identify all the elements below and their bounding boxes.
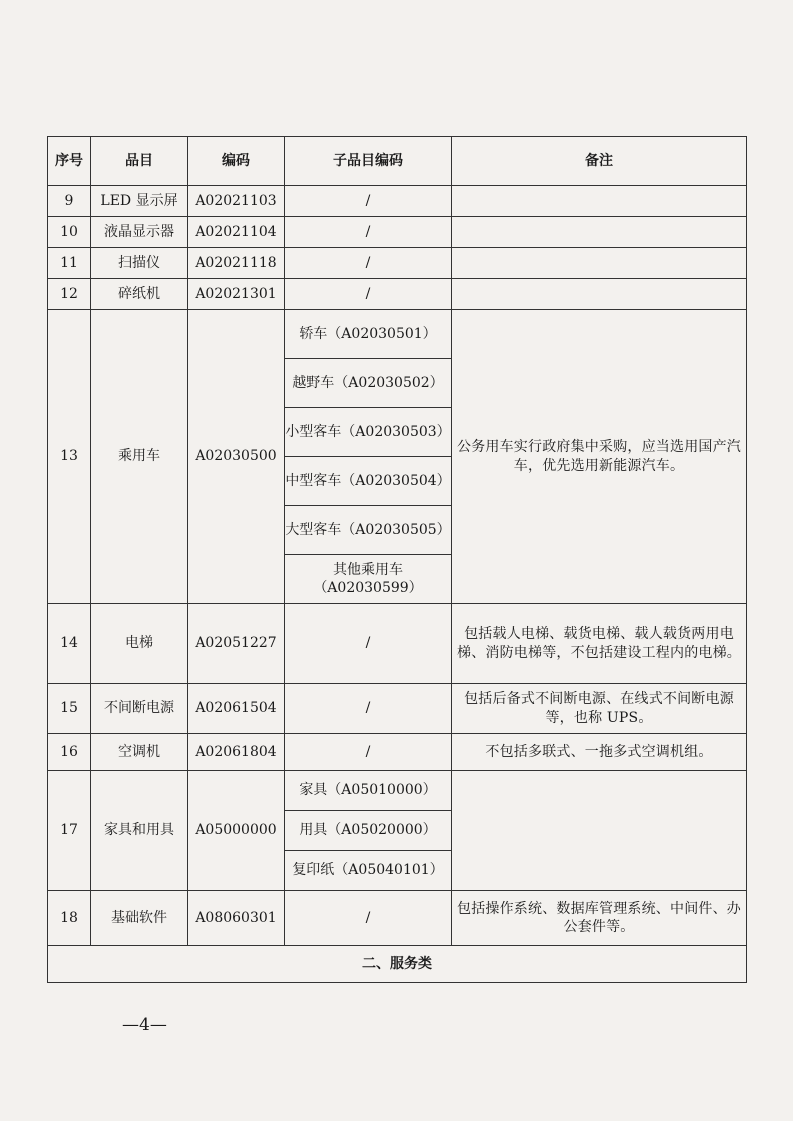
sub-item: 复印纸（A05040101） (285, 851, 452, 891)
row-sub-code: / (285, 248, 452, 279)
row-remark: 包括后备式不间断电源、在线式不间断电源等，也称 UPS。 (452, 684, 747, 734)
row-sub-code: / (285, 186, 452, 217)
row-code: A02021301 (188, 279, 285, 310)
row-no: 9 (48, 186, 91, 217)
section-row (48, 946, 747, 983)
row-no: 10 (48, 217, 91, 248)
row-sub-code: / (285, 217, 452, 248)
row-sub-code: / (285, 734, 452, 771)
row-code: A02030500 (188, 310, 285, 604)
row-code: A02021103 (188, 186, 285, 217)
row-remark: 包括操作系统、数据库管理系统、中间件、办公套件等。 (452, 891, 747, 946)
row-item: 空调机 (91, 734, 188, 771)
table-row (48, 734, 747, 771)
row-no: 12 (48, 279, 91, 310)
row-no: 18 (48, 891, 91, 946)
row-no: 17 (48, 771, 91, 891)
row-no: 11 (48, 248, 91, 279)
table-row (48, 248, 747, 279)
procurement-table (47, 136, 747, 983)
row-item: 不间断电源 (91, 684, 188, 734)
sub-item: 家具（A05010000） (285, 771, 452, 811)
row-item: 液晶显示器 (91, 217, 188, 248)
sub-item: 其他乘用车（A02030599） (285, 555, 452, 604)
row-code: A02061504 (188, 684, 285, 734)
table-row (48, 771, 747, 811)
sub-item: 轿车（A02030501） (285, 310, 452, 359)
header-remark: 备注 (452, 137, 747, 186)
table-row (48, 217, 747, 248)
table-row (48, 684, 747, 734)
row-remark (452, 279, 747, 310)
row-item: 乘用车 (91, 310, 188, 604)
row-remark: 公务用车实行政府集中采购，应当选用国产汽车，优先选用新能源汽车。 (452, 310, 747, 604)
table-row (48, 604, 747, 684)
row-code: A02051227 (188, 604, 285, 684)
header-code: 编码 (188, 137, 285, 186)
row-remark (452, 217, 747, 248)
row-remark: 不包括多联式、一拖多式空调机组。 (452, 734, 747, 771)
row-item: 家具和用具 (91, 771, 188, 891)
row-no: 14 (48, 604, 91, 684)
row-code: A02021118 (188, 248, 285, 279)
row-item: 基础软件 (91, 891, 188, 946)
row-item: 碎纸机 (91, 279, 188, 310)
table-row (48, 310, 747, 359)
row-item: 电梯 (91, 604, 188, 684)
sub-item: 大型客车（A02030505） (285, 506, 452, 555)
sub-item: 用具（A05020000） (285, 811, 452, 851)
header-sub-code: 子品目编码 (285, 137, 452, 186)
table-row (48, 891, 747, 946)
header-item: 品目 (91, 137, 188, 186)
row-item: LED 显示屏 (91, 186, 188, 217)
row-remark: 包括载人电梯、载货电梯、载人载货两用电梯、消防电梯等，不包括建设工程内的电梯。 (452, 604, 747, 684)
row-remark (452, 771, 747, 891)
row-no: 13 (48, 310, 91, 604)
row-sub-code: / (285, 604, 452, 684)
row-code: A02061804 (188, 734, 285, 771)
section-heading: 二、服务类 (48, 946, 747, 983)
sub-item: 小型客车（A02030503） (285, 408, 452, 457)
row-no: 16 (48, 734, 91, 771)
row-remark (452, 248, 747, 279)
row-item: 扫描仪 (91, 248, 188, 279)
row-code: A02021104 (188, 217, 285, 248)
row-code: A05000000 (188, 771, 285, 891)
page-number: —4— (122, 1015, 167, 1035)
row-no: 15 (48, 684, 91, 734)
header-no: 序号 (48, 137, 91, 186)
table-header-row (48, 137, 747, 186)
row-sub-code: / (285, 891, 452, 946)
row-remark (452, 186, 747, 217)
sub-item: 中型客车（A02030504） (285, 457, 452, 506)
table-row (48, 279, 747, 310)
table-row (48, 186, 747, 217)
row-sub-code: / (285, 684, 452, 734)
sub-item: 越野车（A02030502） (285, 359, 452, 408)
row-sub-code: / (285, 279, 452, 310)
row-code: A08060301 (188, 891, 285, 946)
